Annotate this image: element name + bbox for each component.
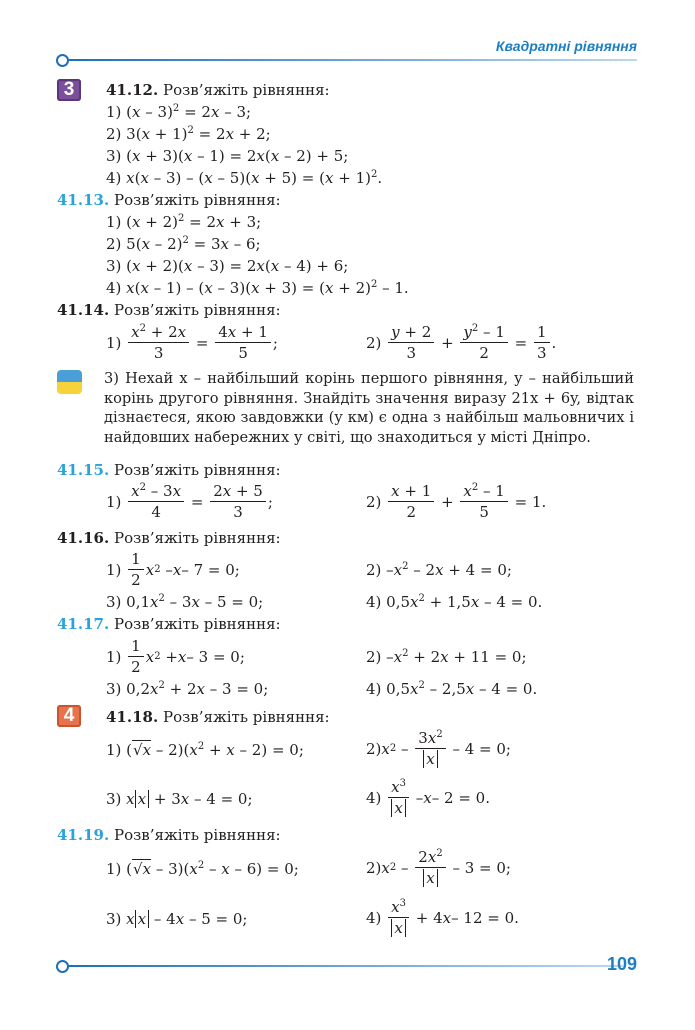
exercise-task: Розв’яжіть рівняння: (162, 708, 330, 726)
footer-rule-dot (56, 960, 69, 973)
equation: 1) $(x + 2)^2 = 2x + 3$; (106, 213, 262, 231)
equation: 3) $0,1x^2 - 3x - 5 = 0$; (106, 593, 264, 611)
exercise-task: Розв’яжіть рівняння: (113, 461, 281, 479)
equation: 1) $\frac{x^2 - 3x}{4}$ = $\frac{2x + 5}{3}$ ; (106, 482, 273, 521)
equation: 3) x x + 3x – 4 = 0; (106, 790, 253, 808)
equation: 4) $x(x - 3) - (x - 5)(x + 5) = (x + 1)^2$. (106, 169, 383, 187)
equation: 2) 5(x – 2)$^2$ = 3x – 6; (106, 235, 261, 253)
exercise-41-17-header (57, 615, 281, 633)
exercise-number: 41.16. (57, 529, 110, 547)
equation: 4) $x(x - 1) - (x - 3)(x + 3) = (x + 2)^2 - 1$. (106, 279, 409, 297)
equation: 2) $-x^2 - 2x + 4 = 0$; (366, 561, 512, 579)
equation: 1) (x – 3)$^2$ = 2x – 3; (106, 103, 252, 121)
equation: 3) x x – 4x – 5 = 0; (106, 910, 248, 928)
header-rule (64, 59, 637, 61)
exercise-number: 41.13. (57, 191, 110, 209)
exercise-41-16-header (57, 529, 281, 547)
exercise-task: Розв’яжіть рівняння: (162, 81, 330, 99)
equation: 3) (x + 2)(x – 3) = 2x(x – 4) + 6; (106, 257, 349, 275)
level-4-badge: 4 (57, 705, 81, 727)
equation: 3) (x + 3)(x – 1) = 2x(x – 2) + 5; (106, 147, 349, 165)
exercise-number: 41.19. (57, 826, 110, 844)
level-3-badge: 3 (57, 79, 81, 101)
equation: 4) $\frac{x^3}{x}$ – x – 2 = 0. (366, 778, 490, 817)
task-3-paragraph: 3) Нехай x – найбільший корінь першого рівняння, y – найбільший корінь другого рівняння. Знайдіть значення виразу 21x + 6y, відтак дізнаєтеся, якою завдовжки (у км) є одна з найбільш мальовничих і найдовших набережних у світі, що знаходиться у місті Дніпро. (104, 370, 634, 446)
equation: 2) $3(x + 1)^2 = 2x + 2$; (106, 125, 271, 143)
exercise-41-13-header (57, 191, 281, 209)
exercise-41-18-header (106, 708, 330, 726)
page-number: 109 (606, 954, 637, 974)
running-header: Квадратні рівняння (495, 38, 637, 54)
exercise-number: 41.12. (106, 81, 159, 99)
equation: 2) $\frac{y + 2}{3}$ + $\frac{y^2 - 1}{2}$ = $\frac{1}{3}$ . (366, 323, 557, 362)
header-rule-dot (56, 54, 69, 67)
equation: 2) $\frac{x + 1}{2}$ + $\frac{x^2 - 1}{5}$ = 1. (366, 482, 547, 521)
exercise-number: 41.14. (57, 301, 110, 319)
equation: 1) $(√x - 2)(x^2 + x - 2) = 0$; (106, 741, 304, 759)
exercise-task: Розв’яжіть рівняння: (113, 301, 281, 319)
exercise-number: 41.15. (57, 461, 110, 479)
equation: 2) $-x^2 + 2x + 11 = 0$; (366, 648, 527, 666)
exercise-number: 41.18. (106, 708, 159, 726)
exercise-41-19-header (57, 826, 281, 844)
exercise-task: Розв’яжіть рівняння: (113, 191, 281, 209)
equation: 4) $\frac{x^3}{x}$ + 4 x – 12 = 0. (366, 898, 519, 937)
exercise-task: Розв’яжіть рівняння: (113, 615, 281, 633)
exercise-number: 41.17. (57, 615, 110, 633)
exercise-task: Розв’яжіть рівняння: (113, 529, 281, 547)
exercise-41-15-header (57, 461, 281, 479)
equation: 3) $0,2x^2 + 2x - 3 = 0$; (106, 680, 269, 698)
footer-rule (64, 965, 623, 967)
equation: 1) $(√x - 3)(x^2 - x - 6) = 0$; (106, 860, 299, 878)
equation: 1) $\frac{1}{2}$ x 2 + x – 3 = 0; (106, 637, 245, 676)
equation: 1) $\frac{1}{2}$ x 2 – x – 7 = 0; (106, 550, 240, 589)
ukraine-flag-icon (57, 370, 82, 394)
equation: 4) $0,5x^2 + 1,5x - 4 = 0$. (366, 593, 543, 611)
exercise-task: Розв’яжіть рівняння: (113, 826, 281, 844)
exercise-41-12-header (106, 81, 330, 99)
equation: 2) x 2 – $\frac{2x^2}{x}$ – 3 = 0; (366, 848, 511, 887)
equation: 4) $0,5x^2 - 2,5x - 4 = 0$. (366, 680, 538, 698)
exercise-41-14-header (57, 301, 281, 319)
equation: 1) $\frac{x^2 + 2x}{3}$ = $\frac{4x + 1}{5}$ ; (106, 323, 278, 362)
equation: 2) x 2 – $\frac{3x^2}{x}$ – 4 = 0; (366, 729, 511, 768)
